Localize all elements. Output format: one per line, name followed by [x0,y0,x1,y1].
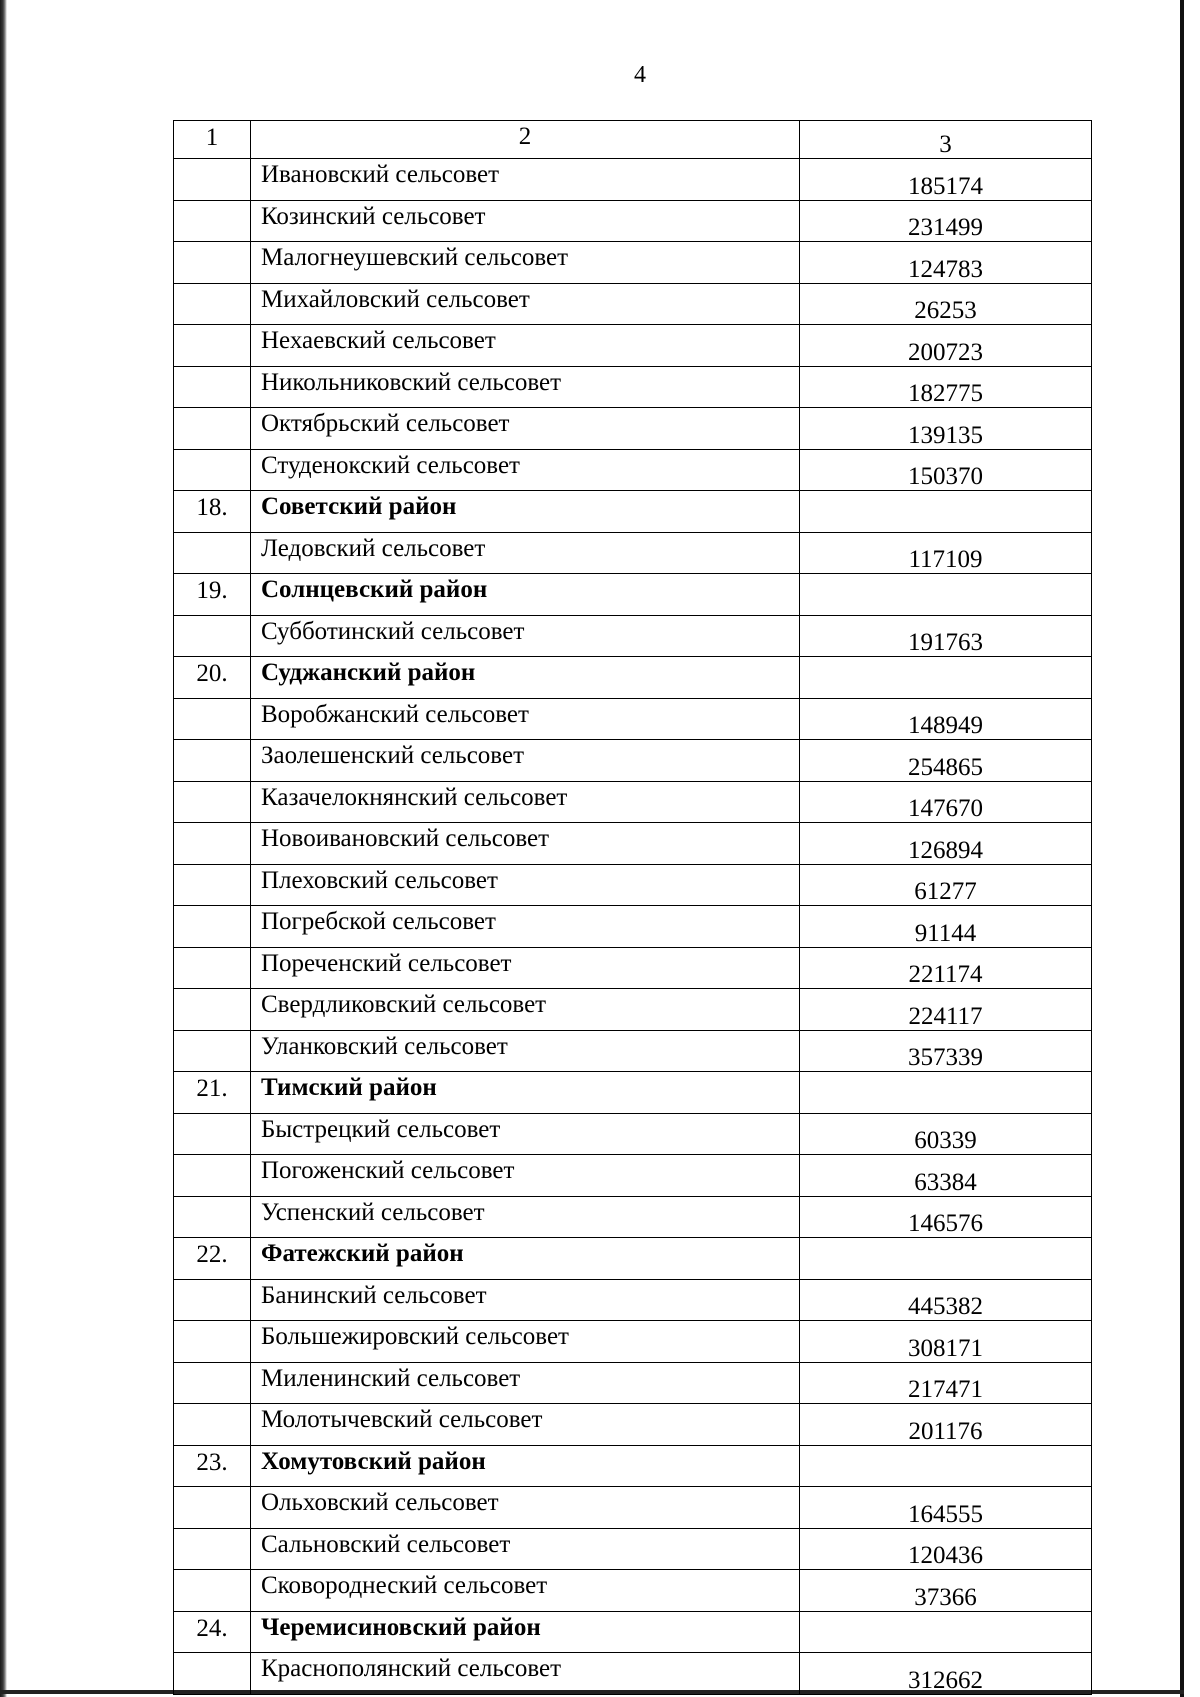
amount-cell: 126894 [800,823,1092,865]
council-name-cell: Студенокский сельсовет [251,449,800,491]
amount-cell: 146576 [800,1196,1092,1238]
row-number-cell [174,1653,251,1695]
amount-cell: 217471 [800,1362,1092,1404]
council-name-cell: Большежировский сельсовет [251,1321,800,1363]
council-name-cell: Нехаевский сельсовет [251,325,800,367]
table-row [174,1653,1092,1695]
council-name-cell: Никольниковский сельсовет [251,366,800,408]
council-name-cell: Ивановский сельсовет [251,159,800,201]
row-number-cell [174,532,251,574]
amount-cell: 182775 [800,366,1092,408]
council-name-cell: Казачелокнянский сельсовет [251,781,800,823]
district-name-cell: Фатежский район [251,1238,800,1280]
district-name-cell: Тимский район [251,1072,800,1114]
amount-cell: 117109 [800,532,1092,574]
table-row [174,823,1092,865]
table-row [174,532,1092,574]
district-row [174,1611,1092,1653]
table-row [174,615,1092,657]
amount-cell: 200723 [800,325,1092,367]
allocation-table-container [173,120,1091,1695]
amount-cell: 60339 [800,1113,1092,1155]
district-name-cell: Солнцевский район [251,574,800,616]
row-number-cell [174,615,251,657]
table-row [174,781,1092,823]
amount-cell: 150370 [800,449,1092,491]
table-row [174,1030,1092,1072]
amount-cell: 445382 [800,1279,1092,1321]
amount-cell: 201176 [800,1404,1092,1446]
council-name-cell: Сковороднеский сельсовет [251,1570,800,1612]
amount-cell: 26253 [800,283,1092,325]
council-name-cell: Октябрьский сельсовет [251,408,800,450]
district-row [174,657,1092,699]
row-number-cell [174,283,251,325]
amount-cell: 224117 [800,989,1092,1031]
amount-cell: 61277 [800,864,1092,906]
amount-cell: 357339 [800,1030,1092,1072]
row-number-cell [174,698,251,740]
district-row [174,491,1092,533]
table-row [174,1487,1092,1529]
table-row [174,1570,1092,1612]
table-row [174,200,1092,242]
council-name-cell: Ледовский сельсовет [251,532,800,574]
amount-cell: 63384 [800,1155,1092,1197]
council-name-cell: Банинский сельсовет [251,1279,800,1321]
amount-cell: 254865 [800,740,1092,782]
amount-cell: 148949 [800,698,1092,740]
table-row [174,698,1092,740]
district-row [174,1445,1092,1487]
amount-cell: 164555 [800,1487,1092,1529]
table-body [174,121,1092,1695]
row-number-cell [174,864,251,906]
table-row [174,989,1092,1031]
row-number-cell [174,366,251,408]
amount-cell: 312662 [800,1653,1092,1695]
council-name-cell: Козинский сельсовет [251,200,800,242]
district-name-cell: Хомутовский район [251,1445,800,1487]
row-number-cell [174,989,251,1031]
table-row [174,1404,1092,1446]
table-header-row [174,121,1092,159]
council-name-cell: Погоженский сельсовет [251,1155,800,1197]
row-number-cell [174,1487,251,1529]
row-number-cell [174,200,251,242]
council-name-cell: Ольховский сельсовет [251,1487,800,1529]
row-number-cell [174,325,251,367]
district-row [174,574,1092,616]
council-name-cell: Свердликовский сельсовет [251,989,800,1031]
council-name-cell: Быстрецкий сельсовет [251,1113,800,1155]
row-number-cell [174,1113,251,1155]
table-row [174,408,1092,450]
district-row [174,1072,1092,1114]
amount-cell: 221174 [800,947,1092,989]
table-row [174,740,1092,782]
amount-cell: 124783 [800,242,1092,284]
council-name-cell: Михайловский сельсовет [251,283,800,325]
table-row [174,947,1092,989]
table-row [174,325,1092,367]
header-col-3: 3 [800,121,1092,159]
row-number-cell [174,781,251,823]
amount-cell [800,491,1092,533]
row-number-cell [174,242,251,284]
amount-cell: 231499 [800,200,1092,242]
row-number-cell [174,1528,251,1570]
table-row [174,449,1092,491]
amount-cell: 147670 [800,781,1092,823]
amount-cell: 185174 [800,159,1092,201]
council-name-cell: Заолешенский сельсовет [251,740,800,782]
district-name-cell: Суджанский район [251,657,800,699]
table-row [174,1528,1092,1570]
row-number-cell [174,1030,251,1072]
row-number-cell [174,449,251,491]
amount-cell: 91144 [800,906,1092,948]
row-number-cell: 20. [174,657,251,699]
table-row [174,242,1092,284]
row-number-cell: 18. [174,491,251,533]
row-number-cell [174,1279,251,1321]
council-name-cell: Плеховский сельсовет [251,864,800,906]
row-number-cell [174,1570,251,1612]
amount-cell: 308171 [800,1321,1092,1363]
amount-cell: 37366 [800,1570,1092,1612]
district-name-cell: Черемисиновский район [251,1611,800,1653]
table-row [174,864,1092,906]
amount-cell [800,657,1092,699]
allocation-table [173,120,1092,1695]
council-name-cell: Малогнеушевский сельсовет [251,242,800,284]
page-number: 4 [634,62,646,88]
table-row [174,1113,1092,1155]
row-number-cell [174,1155,251,1197]
amount-cell [800,574,1092,616]
row-number-cell: 19. [174,574,251,616]
row-number-cell: 24. [174,1611,251,1653]
district-row [174,1238,1092,1280]
council-name-cell: Пореченский сельсовет [251,947,800,989]
table-row [174,906,1092,948]
header-col-1: 1 [174,121,251,159]
table-row [174,159,1092,201]
amount-cell: 120436 [800,1528,1092,1570]
table-row [174,366,1092,408]
council-name-cell: Миленинский сельсовет [251,1362,800,1404]
table-row [174,1321,1092,1363]
row-number-cell [174,1196,251,1238]
table-row [174,1155,1092,1197]
council-name-cell: Субботинский сельсовет [251,615,800,657]
amount-cell: 191763 [800,615,1092,657]
council-name-cell: Краснополянский сельсовет [251,1653,800,1695]
scan-right-edge [1180,0,1184,1697]
amount-cell [800,1445,1092,1487]
row-number-cell [174,159,251,201]
council-name-cell: Молотычевский сельсовет [251,1404,800,1446]
row-number-cell [174,906,251,948]
table-row [174,1279,1092,1321]
row-number-cell [174,823,251,865]
council-name-cell: Сальновский сельсовет [251,1528,800,1570]
header-col-2: 2 [251,121,800,159]
council-name-cell: Успенский сельсовет [251,1196,800,1238]
amount-cell [800,1072,1092,1114]
row-number-cell [174,408,251,450]
council-name-cell: Новоивановский сельсовет [251,823,800,865]
amount-cell [800,1611,1092,1653]
row-number-cell [174,947,251,989]
row-number-cell [174,1362,251,1404]
council-name-cell: Погребской сельсовет [251,906,800,948]
table-row [174,1196,1092,1238]
table-row [174,283,1092,325]
council-name-cell: Воробжанский сельсовет [251,698,800,740]
district-name-cell: Советский район [251,491,800,533]
table-row [174,1362,1092,1404]
row-number-cell: 23. [174,1445,251,1487]
amount-cell: 139135 [800,408,1092,450]
row-number-cell: 21. [174,1072,251,1114]
amount-cell [800,1238,1092,1280]
scan-left-edge [0,0,7,1697]
council-name-cell: Уланковский сельсовет [251,1030,800,1072]
row-number-cell [174,740,251,782]
row-number-cell [174,1404,251,1446]
row-number-cell [174,1321,251,1363]
row-number-cell: 22. [174,1238,251,1280]
